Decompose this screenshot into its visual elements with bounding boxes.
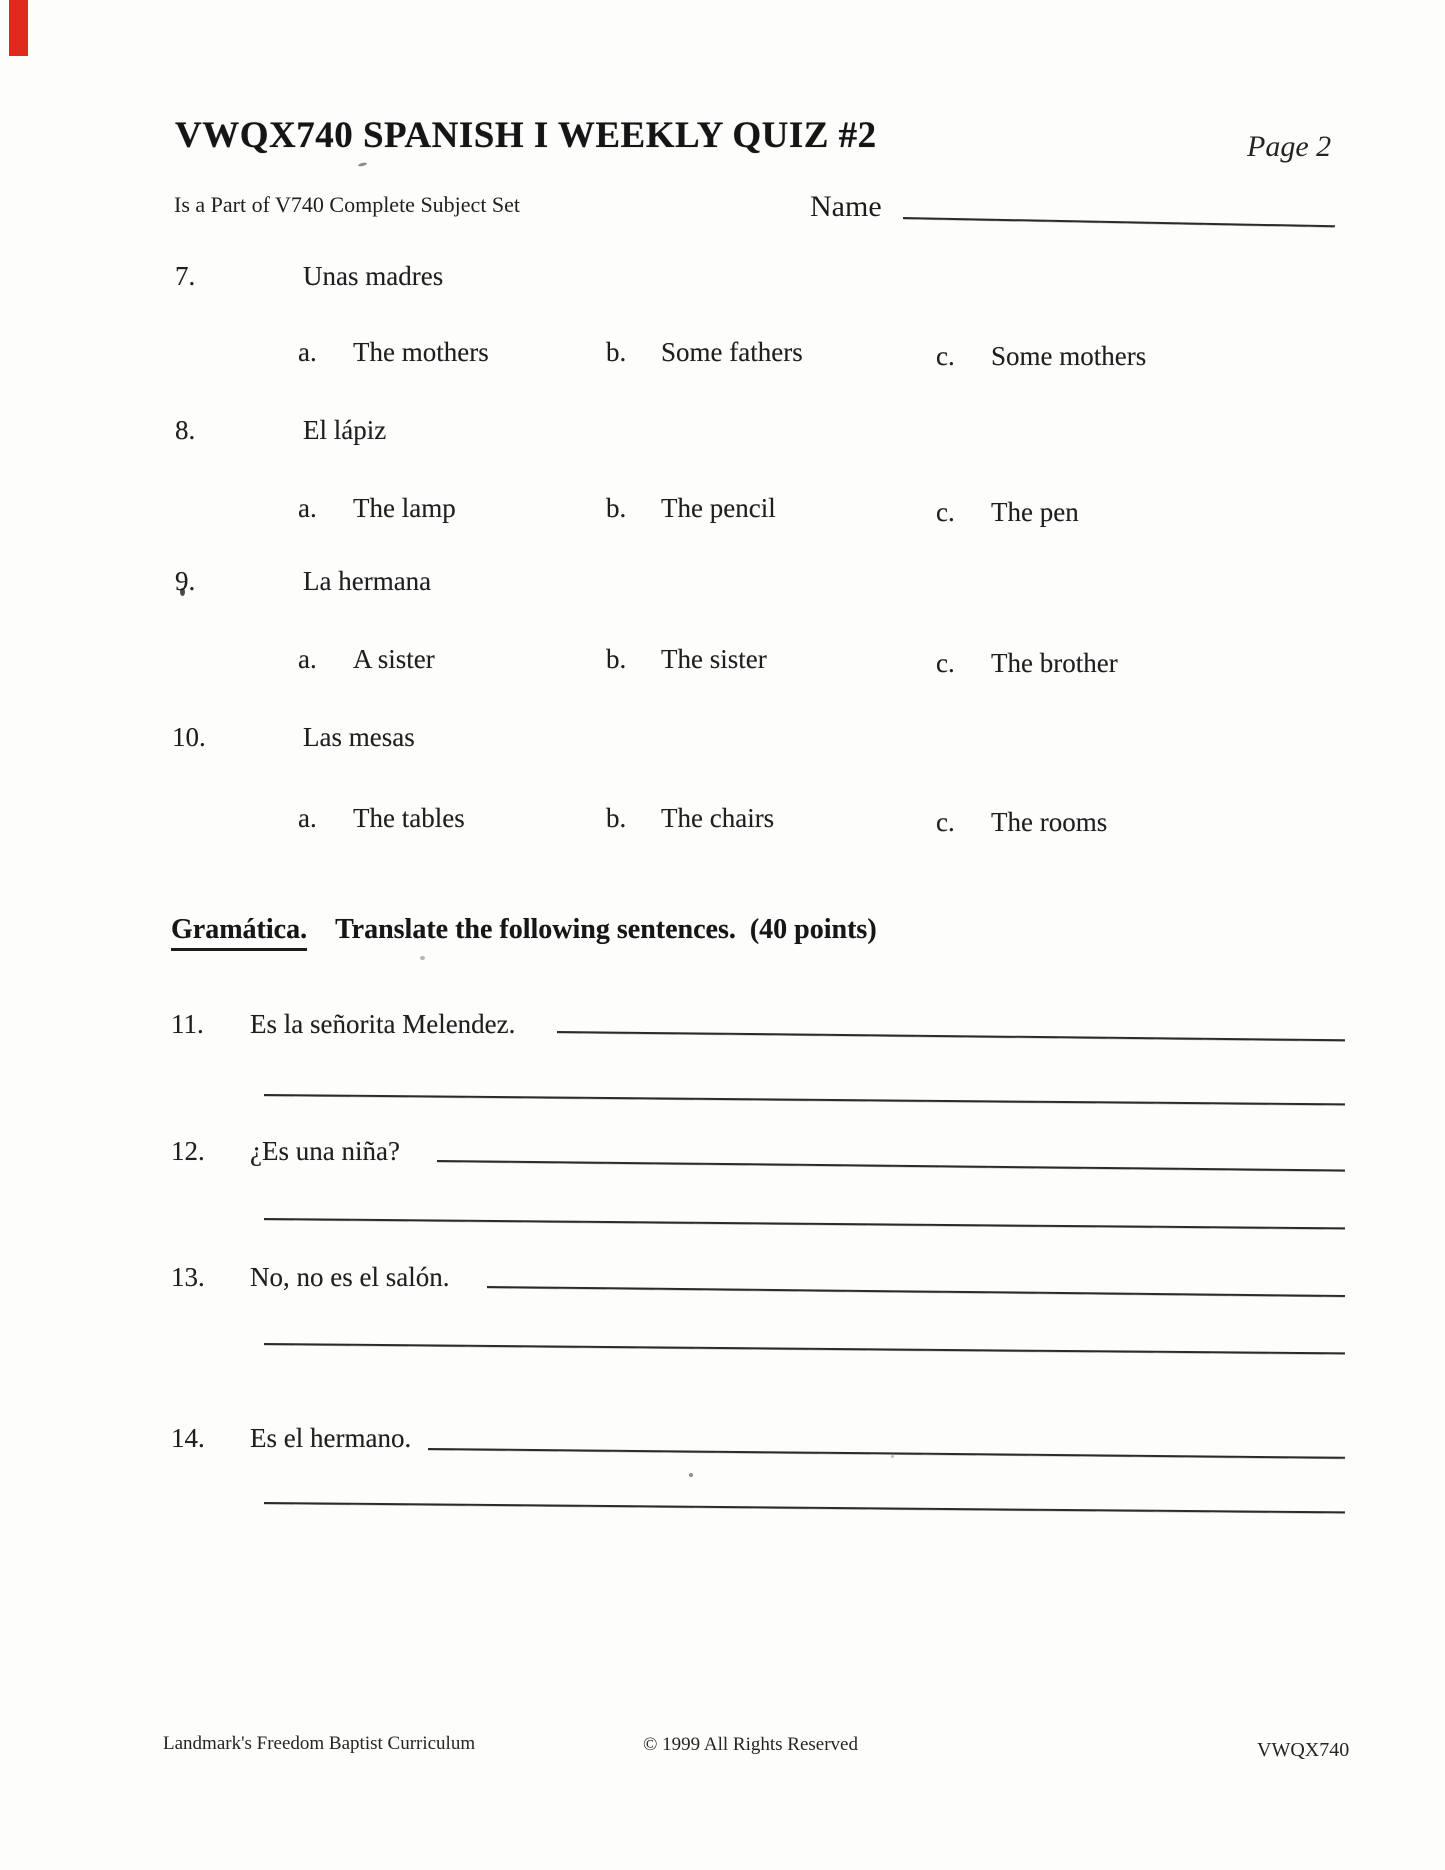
page-number: Page 2 (1247, 130, 1332, 163)
answer-line (264, 1502, 1345, 1513)
question-prompt: ¿Es una niña? (250, 1136, 400, 1166)
question-prompt: El lápiz (303, 415, 387, 445)
scan-speck (420, 956, 425, 960)
grammar-instructions: Translate the following sentences. (335, 914, 736, 945)
question-prompt: Es la señorita Melendez. (250, 1009, 516, 1039)
question-7-option-a (298, 337, 489, 368)
option-letter: a. (298, 803, 317, 833)
option-text: The tables (353, 803, 465, 833)
scan-speck (358, 162, 367, 167)
question-9-option-a (298, 644, 435, 675)
question-number: 7. (175, 261, 196, 291)
option-letter: c. (936, 497, 955, 527)
option-text: The lamp (353, 493, 456, 523)
option-letter: a. (298, 337, 317, 367)
question-7-option-b (606, 337, 803, 368)
question-prompt: Unas madres (303, 261, 444, 291)
option-letter: c. (936, 341, 955, 371)
question-9-option-c (936, 648, 1118, 679)
option-text: Some fathers (661, 337, 803, 367)
question-8 (175, 415, 386, 446)
answer-line (264, 1343, 1345, 1354)
question-13 (171, 1262, 449, 1293)
answer-line (557, 1031, 1345, 1041)
answer-line (437, 1160, 1345, 1172)
question-7 (175, 261, 443, 292)
option-text: The rooms (991, 807, 1108, 837)
question-10-option-a (298, 803, 465, 834)
question-9-option-b (606, 644, 767, 675)
grammar-points: (40 points) (749, 914, 877, 945)
option-text: The mothers (353, 337, 489, 367)
grammar-heading-word: Gramática. (171, 914, 307, 951)
option-text: The chairs (661, 803, 775, 833)
question-prompt: La hermana (303, 566, 432, 596)
question-number: 11. (171, 1009, 204, 1039)
scan-speck (689, 1473, 693, 1477)
question-number: 14. (171, 1423, 205, 1453)
option-text: The brother (991, 648, 1118, 678)
subtitle: Is a Part of V740 Complete Subject Set (174, 192, 521, 217)
question-number: 12. (171, 1136, 205, 1166)
option-letter: b. (606, 644, 627, 674)
option-letter: c. (936, 807, 955, 837)
question-prompt: Las mesas (303, 722, 415, 752)
question-10-option-b (606, 803, 774, 834)
question-14 (171, 1423, 411, 1454)
option-letter: b. (606, 803, 627, 833)
option-text: Some mothers (991, 341, 1147, 371)
answer-line (487, 1286, 1345, 1297)
question-9 (175, 566, 431, 597)
question-8-option-a (298, 493, 456, 524)
question-11 (171, 1009, 515, 1040)
page-title: VWQX740 SPANISH I WEEKLY QUIZ #2 (175, 115, 877, 156)
scan-artifact-red-mark (9, 0, 28, 56)
question-number: 10. (172, 722, 206, 752)
name-label: Name (810, 190, 882, 223)
question-number: 13. (171, 1262, 205, 1292)
option-letter: b. (606, 337, 627, 367)
answer-line (264, 1218, 1345, 1229)
footer-copyright: © 1999 All Rights Reserved (643, 1734, 858, 1755)
option-text: The pen (991, 497, 1079, 527)
question-10-option-c (936, 807, 1107, 838)
answer-line (428, 1448, 1345, 1459)
grammar-section-heading (171, 914, 877, 951)
footer-code: VWQX740 (1257, 1739, 1350, 1761)
option-text: The sister (661, 644, 767, 674)
answer-line (264, 1094, 1345, 1105)
option-letter: a. (298, 493, 317, 523)
question-prompt: Es el hermano. (250, 1423, 412, 1453)
question-number: 9. (175, 566, 196, 596)
option-letter: a. (298, 644, 317, 674)
name-line (903, 217, 1335, 227)
option-letter: c. (936, 648, 955, 678)
option-letter: b. (606, 493, 627, 523)
question-7-option-c (936, 341, 1146, 372)
option-text: A sister (353, 644, 435, 674)
footer-publisher: Landmark's Freedom Baptist Curriculum (163, 1733, 476, 1754)
option-text: The pencil (661, 493, 776, 523)
scan-speck (891, 1455, 894, 1458)
question-8-option-b (606, 493, 776, 524)
question-10 (172, 722, 415, 753)
question-8-option-c (936, 497, 1079, 528)
question-number: 8. (175, 415, 196, 445)
question-12 (171, 1136, 400, 1167)
question-prompt: No, no es el salón. (250, 1262, 450, 1292)
